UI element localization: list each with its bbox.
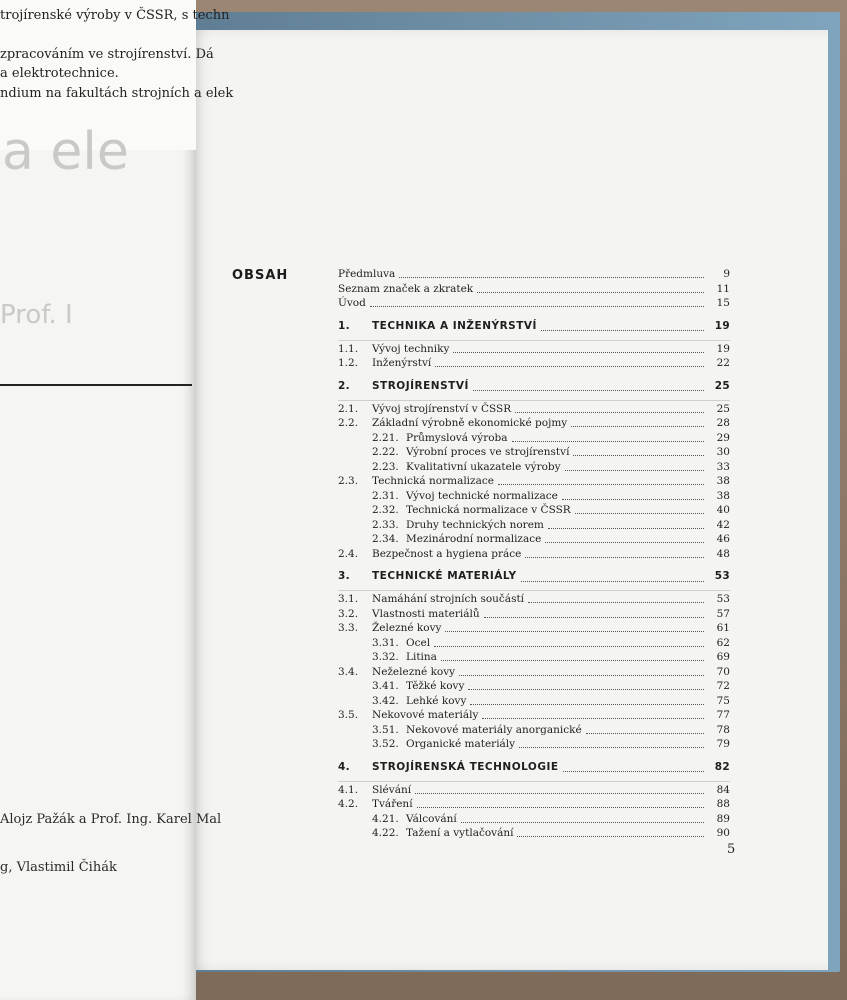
- toc-entry-number: 1.: [338, 319, 350, 332]
- toc-entry-page: 15: [716, 297, 730, 309]
- toc-entry-page: 40: [716, 504, 730, 516]
- toc-leader-dots: [512, 440, 704, 442]
- toc-entry-label: Kvalitativní ukazatele výroby: [406, 460, 561, 473]
- toc-entry-number: 2.22.: [372, 446, 399, 458]
- toc-entry-label: Druhy technických norem: [406, 518, 544, 531]
- toc-entry-page: 48: [716, 547, 730, 560]
- toc-leader-dots: [562, 498, 704, 500]
- toc-entry-number: 3.51.: [372, 723, 399, 736]
- toc-entry-number: 3.2.: [338, 607, 359, 620]
- toc-entry-number: 3.52.: [372, 738, 399, 750]
- toc-entry: [338, 504, 730, 519]
- left-page-line: a elektrotechnice.: [0, 66, 119, 81]
- toc-entry-number: 4.22.: [372, 827, 399, 839]
- toc-entry-label: TECHNICKÉ MATERIÁLY: [372, 570, 517, 582]
- toc-entry: [338, 533, 730, 548]
- toc-entry-label: TECHNIKA A INŽENÝRSTVÍ: [372, 319, 537, 332]
- toc-leader-dots: [435, 365, 704, 367]
- toc-entry-page: 61: [716, 622, 730, 634]
- toc-entry-label: Vývoj strojírenství v ČSSR: [372, 402, 512, 415]
- toc-entry-number: 2.23.: [372, 460, 399, 473]
- table-of-contents: [338, 268, 730, 842]
- toc-entry-label: Železné kovy: [372, 622, 442, 634]
- toc-leader-dots: [470, 703, 704, 705]
- toc-entry-number: 2.33.: [372, 518, 399, 531]
- toc-entry-number: 3.1.: [338, 593, 359, 605]
- left-page-line: ndium na fakultách strojních a elek: [0, 86, 234, 101]
- toc-leader-dots: [399, 276, 704, 278]
- toc-entry-number: 3.3.: [338, 622, 359, 634]
- toc-entry: [338, 417, 730, 432]
- left-page-line: trojírenské výroby v ČSSR, s techn: [0, 8, 230, 23]
- toc-entry-label: Slévání: [372, 783, 412, 796]
- toc-leader-dots: [525, 556, 704, 558]
- toc-leader-dots: [370, 305, 704, 307]
- toc-leader-dots: [517, 835, 704, 837]
- toc-leader-dots: [453, 351, 704, 353]
- toc-entry-page: 38: [716, 475, 730, 487]
- toc-entry-label: Vývoj techniky: [372, 342, 450, 355]
- toc-entry: [338, 798, 730, 813]
- toc-title: OBSAH: [232, 268, 289, 283]
- left-page-credit: Alojz Pažák a Prof. Ing. Karel Mal: [0, 812, 222, 827]
- toc-entry-number: 3.31.: [372, 636, 399, 649]
- toc-leader-dots: [434, 645, 704, 647]
- toc-leader-dots: [484, 616, 704, 618]
- toc-entry-label: Namáhání strojních součástí: [372, 593, 525, 605]
- toc-entry: [338, 446, 730, 461]
- toc-entry-page: 30: [716, 446, 730, 458]
- toc-entry: [338, 784, 730, 799]
- toc-front-entry: [338, 283, 730, 298]
- toc-leader-dots: [575, 512, 704, 514]
- toc-entry-page: 38: [716, 489, 730, 502]
- toc-entry-page: 22: [716, 357, 730, 369]
- left-page: [0, 0, 234, 1000]
- toc-chapter-divider: [338, 781, 730, 782]
- toc-entry-label: Lehké kovy: [406, 694, 467, 707]
- toc-leader-dots: [482, 717, 704, 719]
- toc-entry-page: 88: [716, 798, 730, 810]
- toc-entry-number: 4.21.: [372, 812, 399, 825]
- left-page-rule: [0, 384, 192, 386]
- toc-entry: [338, 461, 730, 476]
- toc-entry: [338, 519, 730, 534]
- toc-entry-label: Nekovové materiály: [372, 709, 479, 721]
- toc-entry-label: Bezpečnost a hygiena práce: [372, 547, 522, 560]
- toc-entry-number: 3.41.: [372, 680, 399, 692]
- toc-leader-dots: [573, 454, 704, 456]
- toc-chapter-heading: [338, 380, 730, 397]
- toc-leader-dots: [586, 732, 704, 734]
- toc-entry-label: Tváření: [372, 798, 413, 810]
- toc-entry-label: Nekovové materiály anorganické: [406, 723, 582, 736]
- toc-leader-dots: [473, 389, 704, 391]
- show-through-text: a ele: [2, 122, 129, 182]
- toc-entry-page: 75: [716, 694, 730, 707]
- toc-entry-number: 2.1.: [338, 402, 359, 415]
- toc-chapter-heading: [338, 570, 730, 587]
- toc-entry: [338, 738, 730, 753]
- toc-entry-page: 25: [714, 379, 730, 392]
- toc-entry-number: 4.1.: [338, 783, 359, 796]
- toc-leader-dots: [461, 821, 704, 823]
- toc-chapter-divider: [338, 340, 730, 341]
- toc-leader-dots: [528, 601, 704, 603]
- toc-entry-label: Seznam značek a zkratek: [338, 282, 474, 295]
- toc-entry: [338, 490, 730, 505]
- toc-entry: [338, 709, 730, 724]
- toc-leader-dots: [541, 329, 704, 331]
- toc-entry-number: 3.4.: [338, 665, 359, 678]
- toc-entry-page: 82: [714, 760, 730, 773]
- toc-entry-page: 70: [716, 665, 730, 678]
- toc-entry-page: 19: [716, 342, 730, 355]
- toc-entry-page: 11: [716, 282, 730, 295]
- toc-entry-page: 84: [716, 783, 730, 796]
- toc-entry-page: 28: [716, 417, 730, 429]
- toc-entry-label: Mezinárodní normalizace: [406, 533, 542, 545]
- toc-entry: [338, 593, 730, 608]
- toc-entry-page: 53: [714, 570, 730, 582]
- toc-entry-label: Vývoj technické normalizace: [406, 489, 558, 502]
- toc-chapter-divider: [338, 590, 730, 591]
- toc-entry: [338, 343, 730, 358]
- toc-entry-label: Základní výrobně ekonomické pojmy: [372, 417, 568, 429]
- toc-leader-dots: [441, 659, 704, 661]
- toc-entry-number: 4.2.: [338, 798, 359, 810]
- toc-chapter-heading: [338, 320, 730, 337]
- toc-entry-label: Válcování: [406, 812, 457, 825]
- toc-entry-number: 1.1.: [338, 342, 359, 355]
- toc-entry-number: 2.3.: [338, 475, 359, 487]
- toc-leader-dots: [515, 411, 704, 413]
- toc-entry-page: 9: [723, 268, 730, 280]
- toc-entry-page: 62: [716, 636, 730, 649]
- toc-entry-page: 69: [716, 651, 730, 663]
- toc-entry: [338, 475, 730, 490]
- toc-entry-number: 3.42.: [372, 694, 399, 707]
- toc-entry-label: Těžké kovy: [406, 680, 465, 692]
- toc-entry-label: Organické materiály: [406, 738, 516, 750]
- toc-entry-number: 3.: [338, 570, 350, 582]
- toc-entry-page: 53: [716, 593, 730, 605]
- toc-entry: [338, 432, 730, 447]
- toc-entry-number: 1.2.: [338, 357, 359, 369]
- toc-leader-dots: [459, 674, 704, 676]
- toc-entry-number: 2.4.: [338, 547, 359, 560]
- toc-leader-dots: [477, 291, 704, 293]
- toc-entry: [338, 724, 730, 739]
- toc-leader-dots: [563, 770, 704, 772]
- toc-entry-label: STROJÍRENSTVÍ: [372, 379, 469, 392]
- toc-chapter-heading: [338, 761, 730, 778]
- toc-leader-dots: [545, 541, 704, 543]
- page-number: 5: [727, 842, 736, 857]
- toc-front-entry: [338, 268, 730, 283]
- toc-front-entry: [338, 297, 730, 312]
- toc-entry-page: 29: [716, 431, 730, 444]
- toc-entry-number: 2.: [338, 379, 350, 392]
- toc-entry-page: 46: [716, 533, 730, 545]
- toc-entry-page: 42: [716, 518, 730, 531]
- toc-leader-dots: [571, 425, 704, 427]
- toc-entry-number: 4.: [338, 760, 350, 773]
- toc-entry-label: Technická normalizace v ČSSR: [406, 504, 571, 516]
- toc-entry-number: 2.31.: [372, 489, 399, 502]
- show-through-text: Prof. I: [0, 300, 73, 330]
- left-page-credit: g, Vlastimil Čihák: [0, 860, 117, 875]
- toc-leader-dots: [498, 483, 704, 485]
- toc-entry-page: 33: [716, 460, 730, 473]
- toc-entry-number: 2.2.: [338, 417, 359, 429]
- toc-entry-page: 72: [716, 680, 730, 692]
- toc-entry-label: Technická normalizace: [372, 475, 494, 487]
- toc-entry-label: Neželezné kovy: [372, 665, 456, 678]
- toc-entry-page: 79: [716, 738, 730, 750]
- toc-chapter-divider: [338, 400, 730, 401]
- toc-entry: [338, 548, 730, 563]
- toc-leader-dots: [548, 527, 704, 529]
- toc-entry-page: 89: [716, 812, 730, 825]
- toc-leader-dots: [468, 688, 704, 690]
- toc-entry-label: Litina: [406, 651, 437, 663]
- toc-entry-number: 2.32.: [372, 504, 399, 516]
- toc-entry: [338, 403, 730, 418]
- toc-entry-label: Průmyslová výroba: [406, 431, 508, 444]
- toc-entry-page: 57: [716, 607, 730, 620]
- toc-entry-label: Ocel: [406, 636, 431, 649]
- toc-entry: [338, 827, 730, 842]
- toc-leader-dots: [519, 746, 704, 748]
- toc-entry: [338, 637, 730, 652]
- toc-entry-label: Inženýrství: [372, 357, 432, 369]
- toc-entry: [338, 813, 730, 828]
- toc-entry: [338, 357, 730, 372]
- toc-entry-page: 19: [714, 319, 730, 332]
- toc-entry-number: 3.5.: [338, 709, 359, 721]
- toc-leader-dots: [417, 806, 704, 808]
- toc-leader-dots: [521, 580, 704, 582]
- left-page-line: zpracováním ve strojírenství. Dá: [0, 47, 214, 62]
- toc-entry-label: Tažení a vytlačování: [406, 827, 514, 839]
- toc-leader-dots: [415, 792, 704, 794]
- toc-entry-label: Předmluva: [338, 268, 396, 280]
- toc-entry-number: 2.21.: [372, 431, 399, 444]
- toc-entry-label: Vlastnosti materiálů: [372, 607, 480, 620]
- toc-entry-page: 77: [716, 709, 730, 721]
- toc-entry: [338, 622, 730, 637]
- toc-entry-number: 2.34.: [372, 533, 399, 545]
- toc-entry-label: Úvod: [338, 297, 366, 309]
- toc-leader-dots: [565, 469, 704, 471]
- toc-entry-label: Výrobní proces ve strojírenství: [406, 446, 570, 458]
- toc-entry-number: 3.32.: [372, 651, 399, 663]
- toc-entry: [338, 608, 730, 623]
- toc-entry: [338, 695, 730, 710]
- toc-entry: [338, 666, 730, 681]
- toc-entry: [338, 651, 730, 666]
- toc-entry-page: 90: [716, 827, 730, 839]
- toc-leader-dots: [445, 630, 704, 632]
- toc-entry-label: STROJÍRENSKÁ TECHNOLOGIE: [372, 760, 559, 773]
- toc-entry-page: 78: [716, 723, 730, 736]
- toc-entry: [338, 680, 730, 695]
- toc-entry-page: 25: [716, 402, 730, 415]
